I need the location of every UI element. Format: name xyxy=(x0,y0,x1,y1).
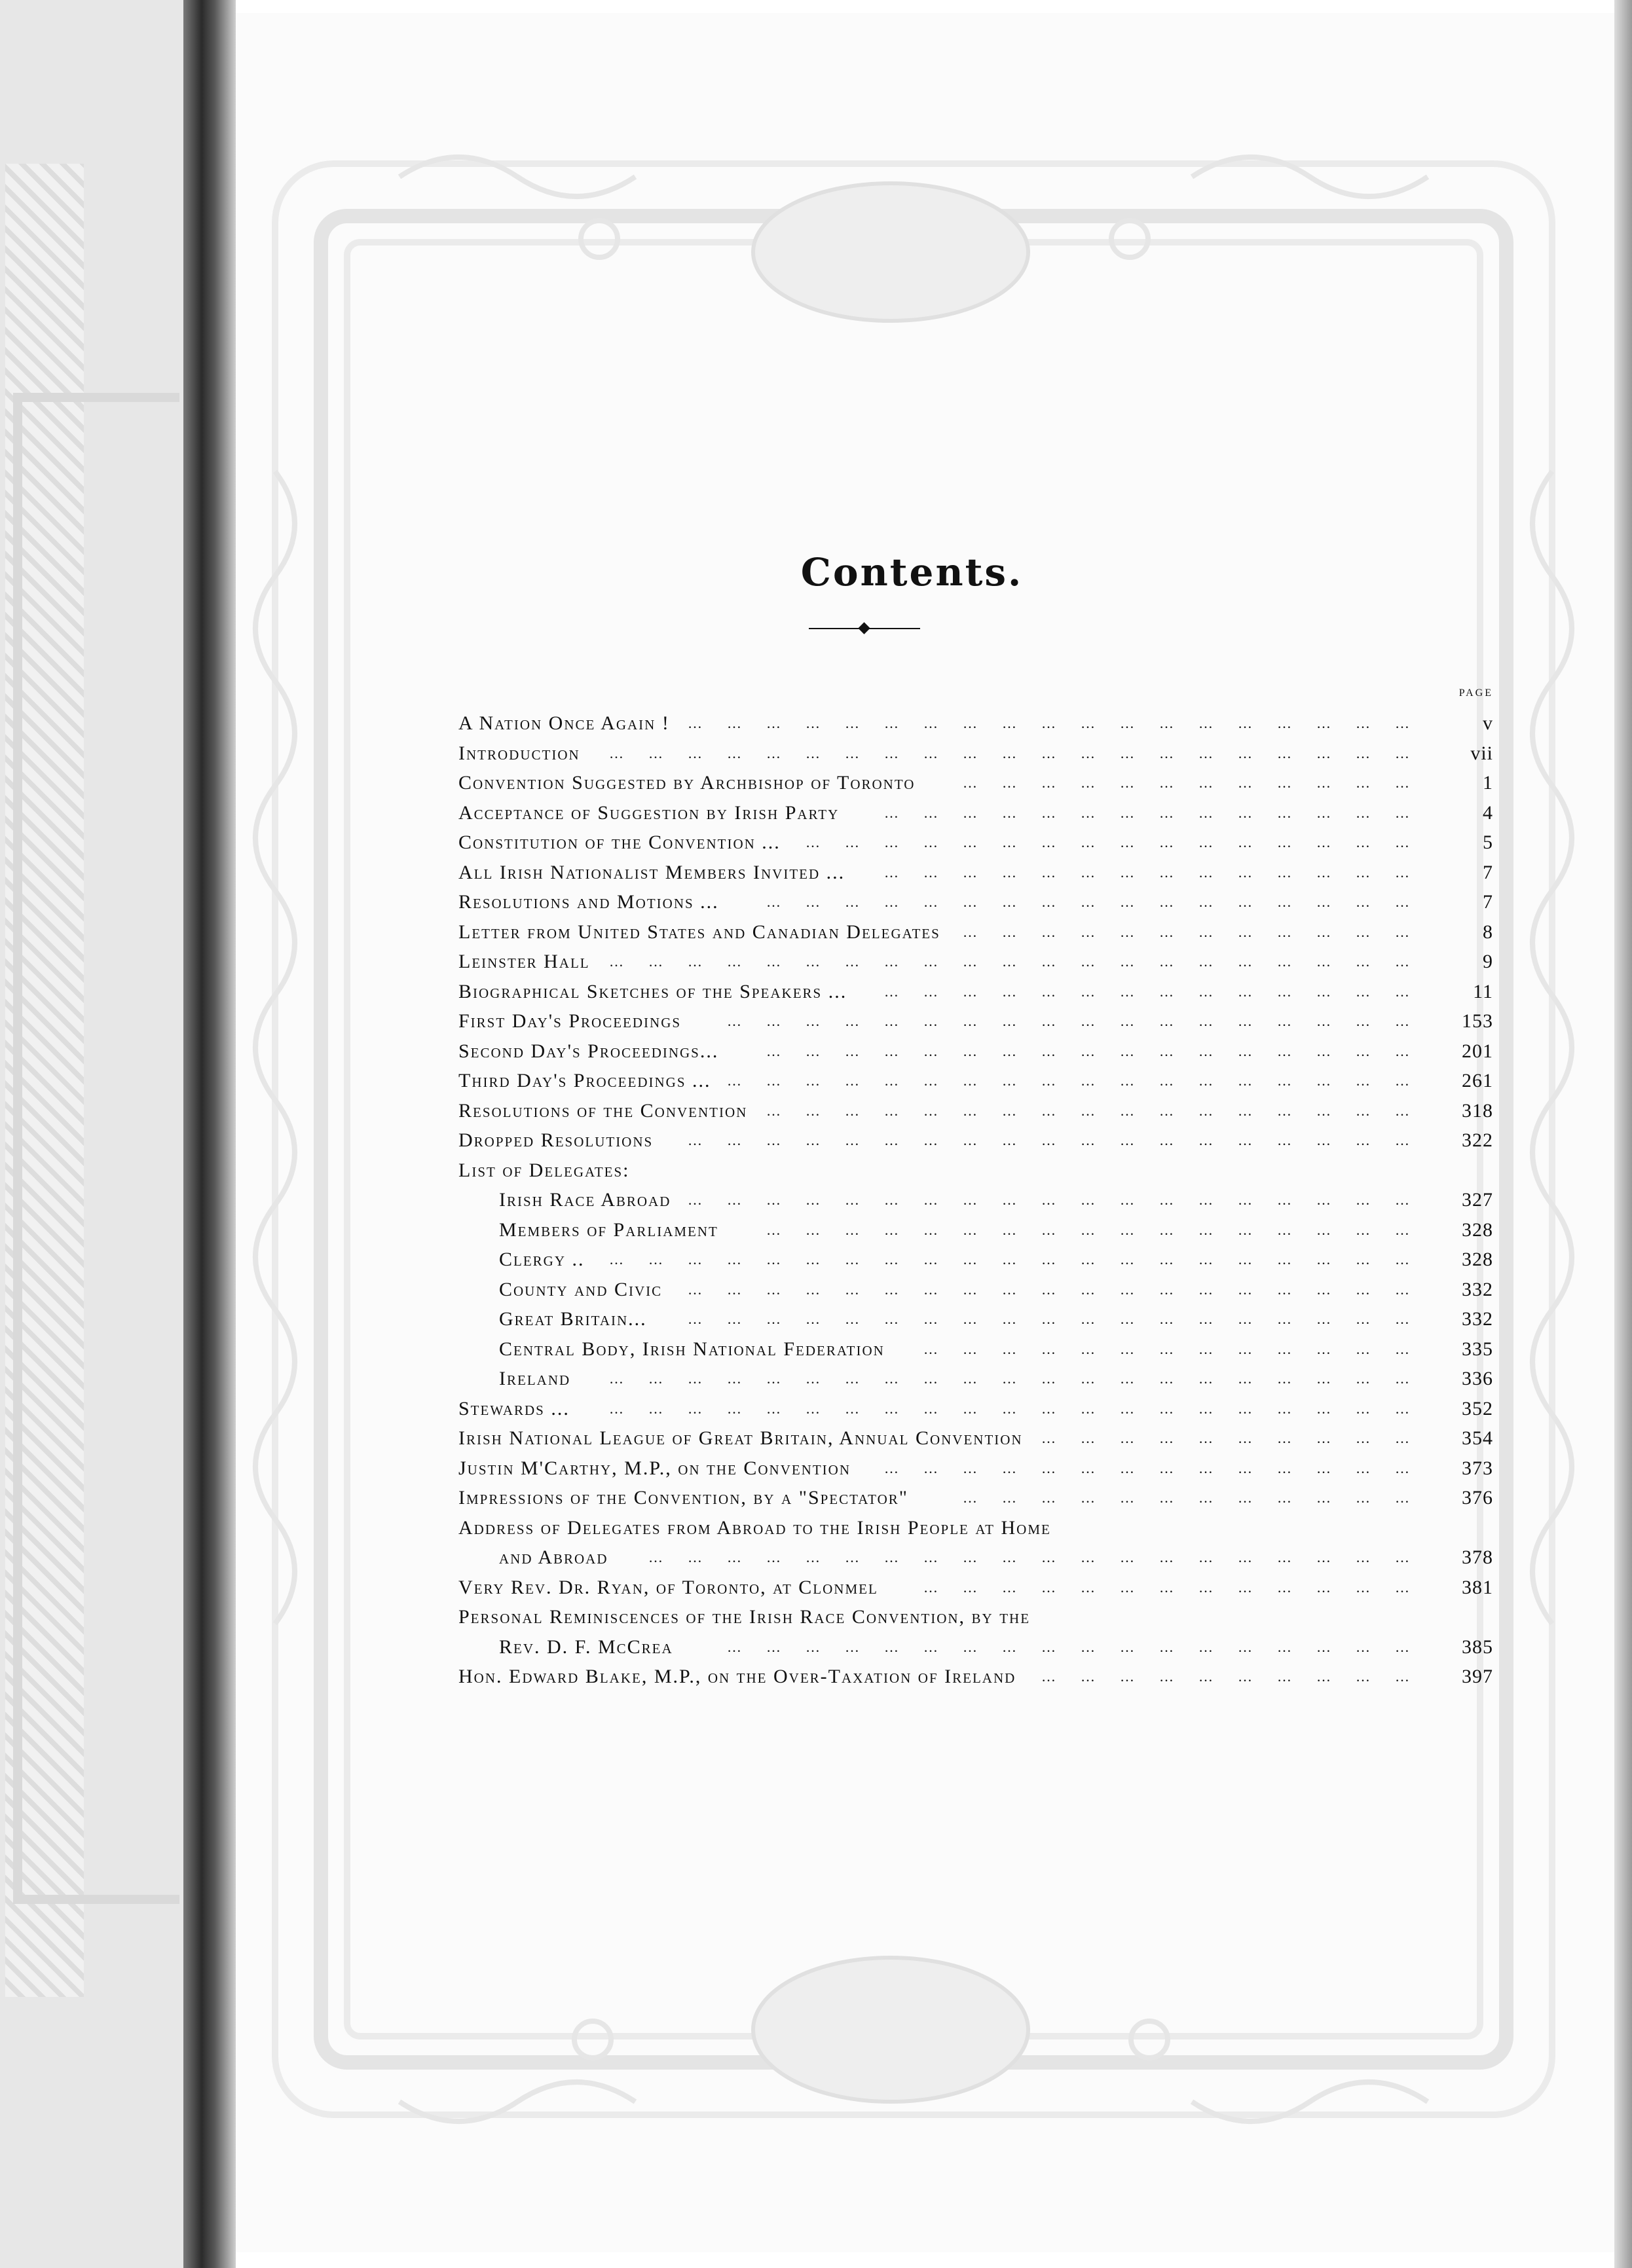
toc-entry xyxy=(458,1156,1493,1186)
toc-entry-title: Irish National League of Great Britain, Annual Convention xyxy=(458,1427,1023,1449)
toc-entry xyxy=(458,1066,1493,1096)
leader-dots: ……………………………………………………… xyxy=(609,744,1434,761)
toc-entry xyxy=(458,1543,1493,1573)
leader-dots: ………………………………… xyxy=(923,1340,1434,1357)
toc-entry-page: 11 xyxy=(1473,980,1493,1002)
toc-entry-title: Convention Suggested by Archbishop of Toronto xyxy=(458,772,916,794)
toc-entry-title: Second Day's Proceedings... xyxy=(458,1040,719,1062)
toc-entry-page: 4 xyxy=(1483,801,1493,824)
toc-entry-page: 381 xyxy=(1462,1576,1493,1598)
toc-entry-page: 352 xyxy=(1462,1397,1493,1419)
toc-entry xyxy=(458,977,1493,1007)
previous-page-edge xyxy=(0,0,196,2268)
toc-entry xyxy=(458,1602,1493,1632)
toc-entry xyxy=(458,1006,1493,1036)
leader-dots: …………………………………… xyxy=(884,1459,1434,1476)
toc-entry-page: 153 xyxy=(1462,1010,1493,1032)
toc-entry-title: Clergy .. xyxy=(499,1249,585,1270)
toc-entry xyxy=(458,798,1493,828)
toc-entry-title: Ireland xyxy=(499,1368,571,1389)
toc-entry xyxy=(458,1185,1493,1215)
leader-dots: …………………………………… xyxy=(884,983,1434,1000)
toc-entry-page: 201 xyxy=(1462,1040,1493,1062)
toc-entry xyxy=(458,1304,1493,1334)
toc-entry xyxy=(458,1334,1493,1364)
toc-entry-page: 9 xyxy=(1483,951,1493,972)
toc-entry-page: 373 xyxy=(1462,1457,1493,1479)
toc-entry-title: Members of Parliament xyxy=(499,1218,718,1241)
leader-dots: ……………………………… xyxy=(963,923,1434,940)
toc-entry xyxy=(458,828,1493,858)
toc-entry-page: 7 xyxy=(1483,861,1493,883)
toc-entry xyxy=(458,1275,1493,1305)
toc-entry-page: vii xyxy=(1470,742,1493,764)
toc-entry xyxy=(458,1573,1493,1603)
toc-entry-page: 397 xyxy=(1462,1666,1493,1687)
toc-entry-page: 322 xyxy=(1462,1129,1493,1151)
book-binding-shadow xyxy=(183,0,236,2268)
toc-entry xyxy=(458,1036,1493,1067)
toc-entry-title: Resolutions of the Convention xyxy=(458,1099,748,1122)
toc-entry-title: Third Day's Proceedings ... xyxy=(458,1070,711,1091)
page-column-label: PAGE xyxy=(1458,687,1493,699)
leader-dots: ………………………………………………… xyxy=(688,1281,1434,1298)
toc-entry-page: 332 xyxy=(1462,1308,1493,1330)
leader-dots: ………………………………………… xyxy=(806,834,1434,850)
toc-entry-title: Hon. Edward Blake, M.P., on the Over-Taxation of Ireland xyxy=(458,1666,1016,1687)
toc-entries xyxy=(458,708,1493,1692)
toc-entry xyxy=(458,1662,1493,1692)
toc-entry-page: 354 xyxy=(1462,1427,1493,1449)
toc-entry xyxy=(458,708,1493,739)
toc-entry-title: Biographical Sketches of the Speakers ... xyxy=(458,980,847,1002)
page-edge xyxy=(1614,0,1632,2268)
toc-entry xyxy=(458,1513,1493,1543)
toc-entry xyxy=(458,1423,1493,1454)
toc-entry-page: 328 xyxy=(1462,1249,1493,1270)
toc-entry-title: All Irish Nationalist Members Invited ... xyxy=(458,861,845,883)
toc-entry-title: List of Delegates: xyxy=(458,1159,630,1181)
toc-entry-page: 335 xyxy=(1462,1338,1493,1360)
toc-entry-page: 332 xyxy=(1462,1278,1493,1300)
leader-dots: ……………………………………………… xyxy=(727,1638,1434,1655)
page-title: Contents. xyxy=(800,550,1024,594)
toc-entry-title: Leinster Hall xyxy=(458,951,590,972)
toc-entry xyxy=(458,887,1493,917)
toc-entry xyxy=(458,1125,1493,1156)
toc-entry-title: Introduction xyxy=(458,742,580,764)
toc-entry-title: Letter from United States and Canadian Delegates xyxy=(458,921,940,943)
leader-dots: ……………………………… xyxy=(963,1490,1434,1506)
toc-entry xyxy=(458,1245,1493,1275)
bottom-medallion xyxy=(753,1958,1028,2102)
toc-entry-title: Personal Reminiscences of the Irish Race Convention, by the xyxy=(458,1606,1031,1628)
toc-entry-title: and Abroad xyxy=(499,1546,608,1568)
leader-dots: ……………………………………………… xyxy=(727,1013,1434,1029)
toc-entry-page: 1 xyxy=(1483,772,1493,794)
toc-entry-title: Address of Delegates from Abroad to the Irish People at Home xyxy=(458,1516,1051,1539)
toc-entry-title: A Nation Once Again ! xyxy=(458,712,670,734)
toc-entry-page: 261 xyxy=(1462,1070,1493,1091)
leader-dots: ………………………………………………… xyxy=(688,1192,1434,1208)
contents-section xyxy=(236,550,1614,1687)
toc-entry xyxy=(458,1483,1493,1513)
leader-dots: ………………………………… xyxy=(923,1579,1434,1596)
toc-entry-title: Constitution of the Convention ... xyxy=(458,832,781,853)
leader-dots: ……………………………………………………… xyxy=(609,1400,1434,1417)
leader-dots: …………………………………… xyxy=(884,804,1434,821)
toc-entry-title: Impressions of the Convention, by a "Spectator" xyxy=(458,1487,908,1509)
toc-entry-page: 328 xyxy=(1462,1218,1493,1241)
toc-entry xyxy=(458,1096,1493,1126)
toc-entry-page: 8 xyxy=(1483,921,1493,943)
toc-entry-page: 378 xyxy=(1462,1546,1493,1568)
leader-dots: ……………………………………………… xyxy=(727,1072,1434,1089)
leader-dots: ……………………………………………………… xyxy=(609,953,1434,970)
toc-entry-page: 7 xyxy=(1483,891,1493,913)
contents-page xyxy=(236,13,1614,2252)
toc-entry xyxy=(458,739,1493,769)
ornamental-rule xyxy=(809,623,920,634)
leader-dots: …………………………………………… xyxy=(766,1042,1434,1059)
leader-dots: …………………………………………… xyxy=(766,894,1434,910)
toc-entry xyxy=(458,768,1493,798)
toc-entry xyxy=(458,1454,1493,1484)
toc-entry-title: Irish Race Abroad xyxy=(499,1189,671,1211)
toc-entry xyxy=(458,1364,1493,1394)
toc-entry-title: Central Body, Irish National Federation xyxy=(499,1338,885,1360)
toc-entry xyxy=(458,917,1493,947)
leader-dots: …………………………………… xyxy=(884,864,1434,881)
toc-entry-title: Very Rev. Dr. Ryan, of Toronto, at Clonmel xyxy=(458,1576,878,1598)
leader-dots: ………………………… xyxy=(1041,1430,1434,1446)
toc-entry-title: Justin M'Carthy, M.P., on the Convention xyxy=(458,1457,851,1479)
toc-entry-page: 376 xyxy=(1462,1487,1493,1509)
toc-entry-title: Acceptance of Suggestion by Irish Party xyxy=(458,801,840,824)
leader-dots: …………………………………………… xyxy=(766,1102,1434,1119)
toc-entry-title: Great Britain... xyxy=(499,1308,647,1330)
leader-dots: ……………………………………………………… xyxy=(609,1370,1434,1387)
toc-entry-page: 336 xyxy=(1462,1368,1493,1389)
toc-entry-title: First Day's Proceedings xyxy=(458,1010,682,1032)
leader-dots: ……………………………… xyxy=(963,775,1434,791)
leader-dots: ………………………… xyxy=(1041,1668,1434,1685)
leader-dots: ………………………………………………… xyxy=(688,715,1434,731)
toc-entry-page: 5 xyxy=(1483,832,1493,853)
toc-entry xyxy=(458,1394,1493,1424)
previous-page-frame xyxy=(13,393,179,1904)
toc-entry-page: 385 xyxy=(1462,1636,1493,1658)
toc-entry-page: v xyxy=(1483,712,1493,734)
leader-dots: …………………………………………… xyxy=(766,1221,1434,1238)
leader-dots: …………………………………………………… xyxy=(648,1549,1434,1565)
leader-dots: ……………………………………………………… xyxy=(609,1251,1434,1268)
toc-entry xyxy=(458,1215,1493,1245)
toc-entry xyxy=(458,858,1493,888)
toc-entry xyxy=(458,1632,1493,1662)
toc-entry-title: Resolutions and Motions ... xyxy=(458,891,719,913)
toc-entry-page: 318 xyxy=(1462,1099,1493,1122)
toc-entry-page: 327 xyxy=(1462,1189,1493,1211)
leader-dots: ………………………………………………… xyxy=(688,1132,1434,1148)
toc-entry-title: Stewards ... xyxy=(458,1397,570,1419)
toc-entry-title: Rev. D. F. McCrea xyxy=(499,1636,673,1658)
toc-entry-title: County and Civic xyxy=(499,1278,663,1300)
leader-dots: ………………………………………………… xyxy=(688,1311,1434,1327)
toc-entry xyxy=(458,947,1493,977)
top-medallion xyxy=(753,183,1028,321)
diamond-icon xyxy=(858,622,870,634)
toc-entry-title: Dropped Resolutions xyxy=(458,1129,654,1151)
